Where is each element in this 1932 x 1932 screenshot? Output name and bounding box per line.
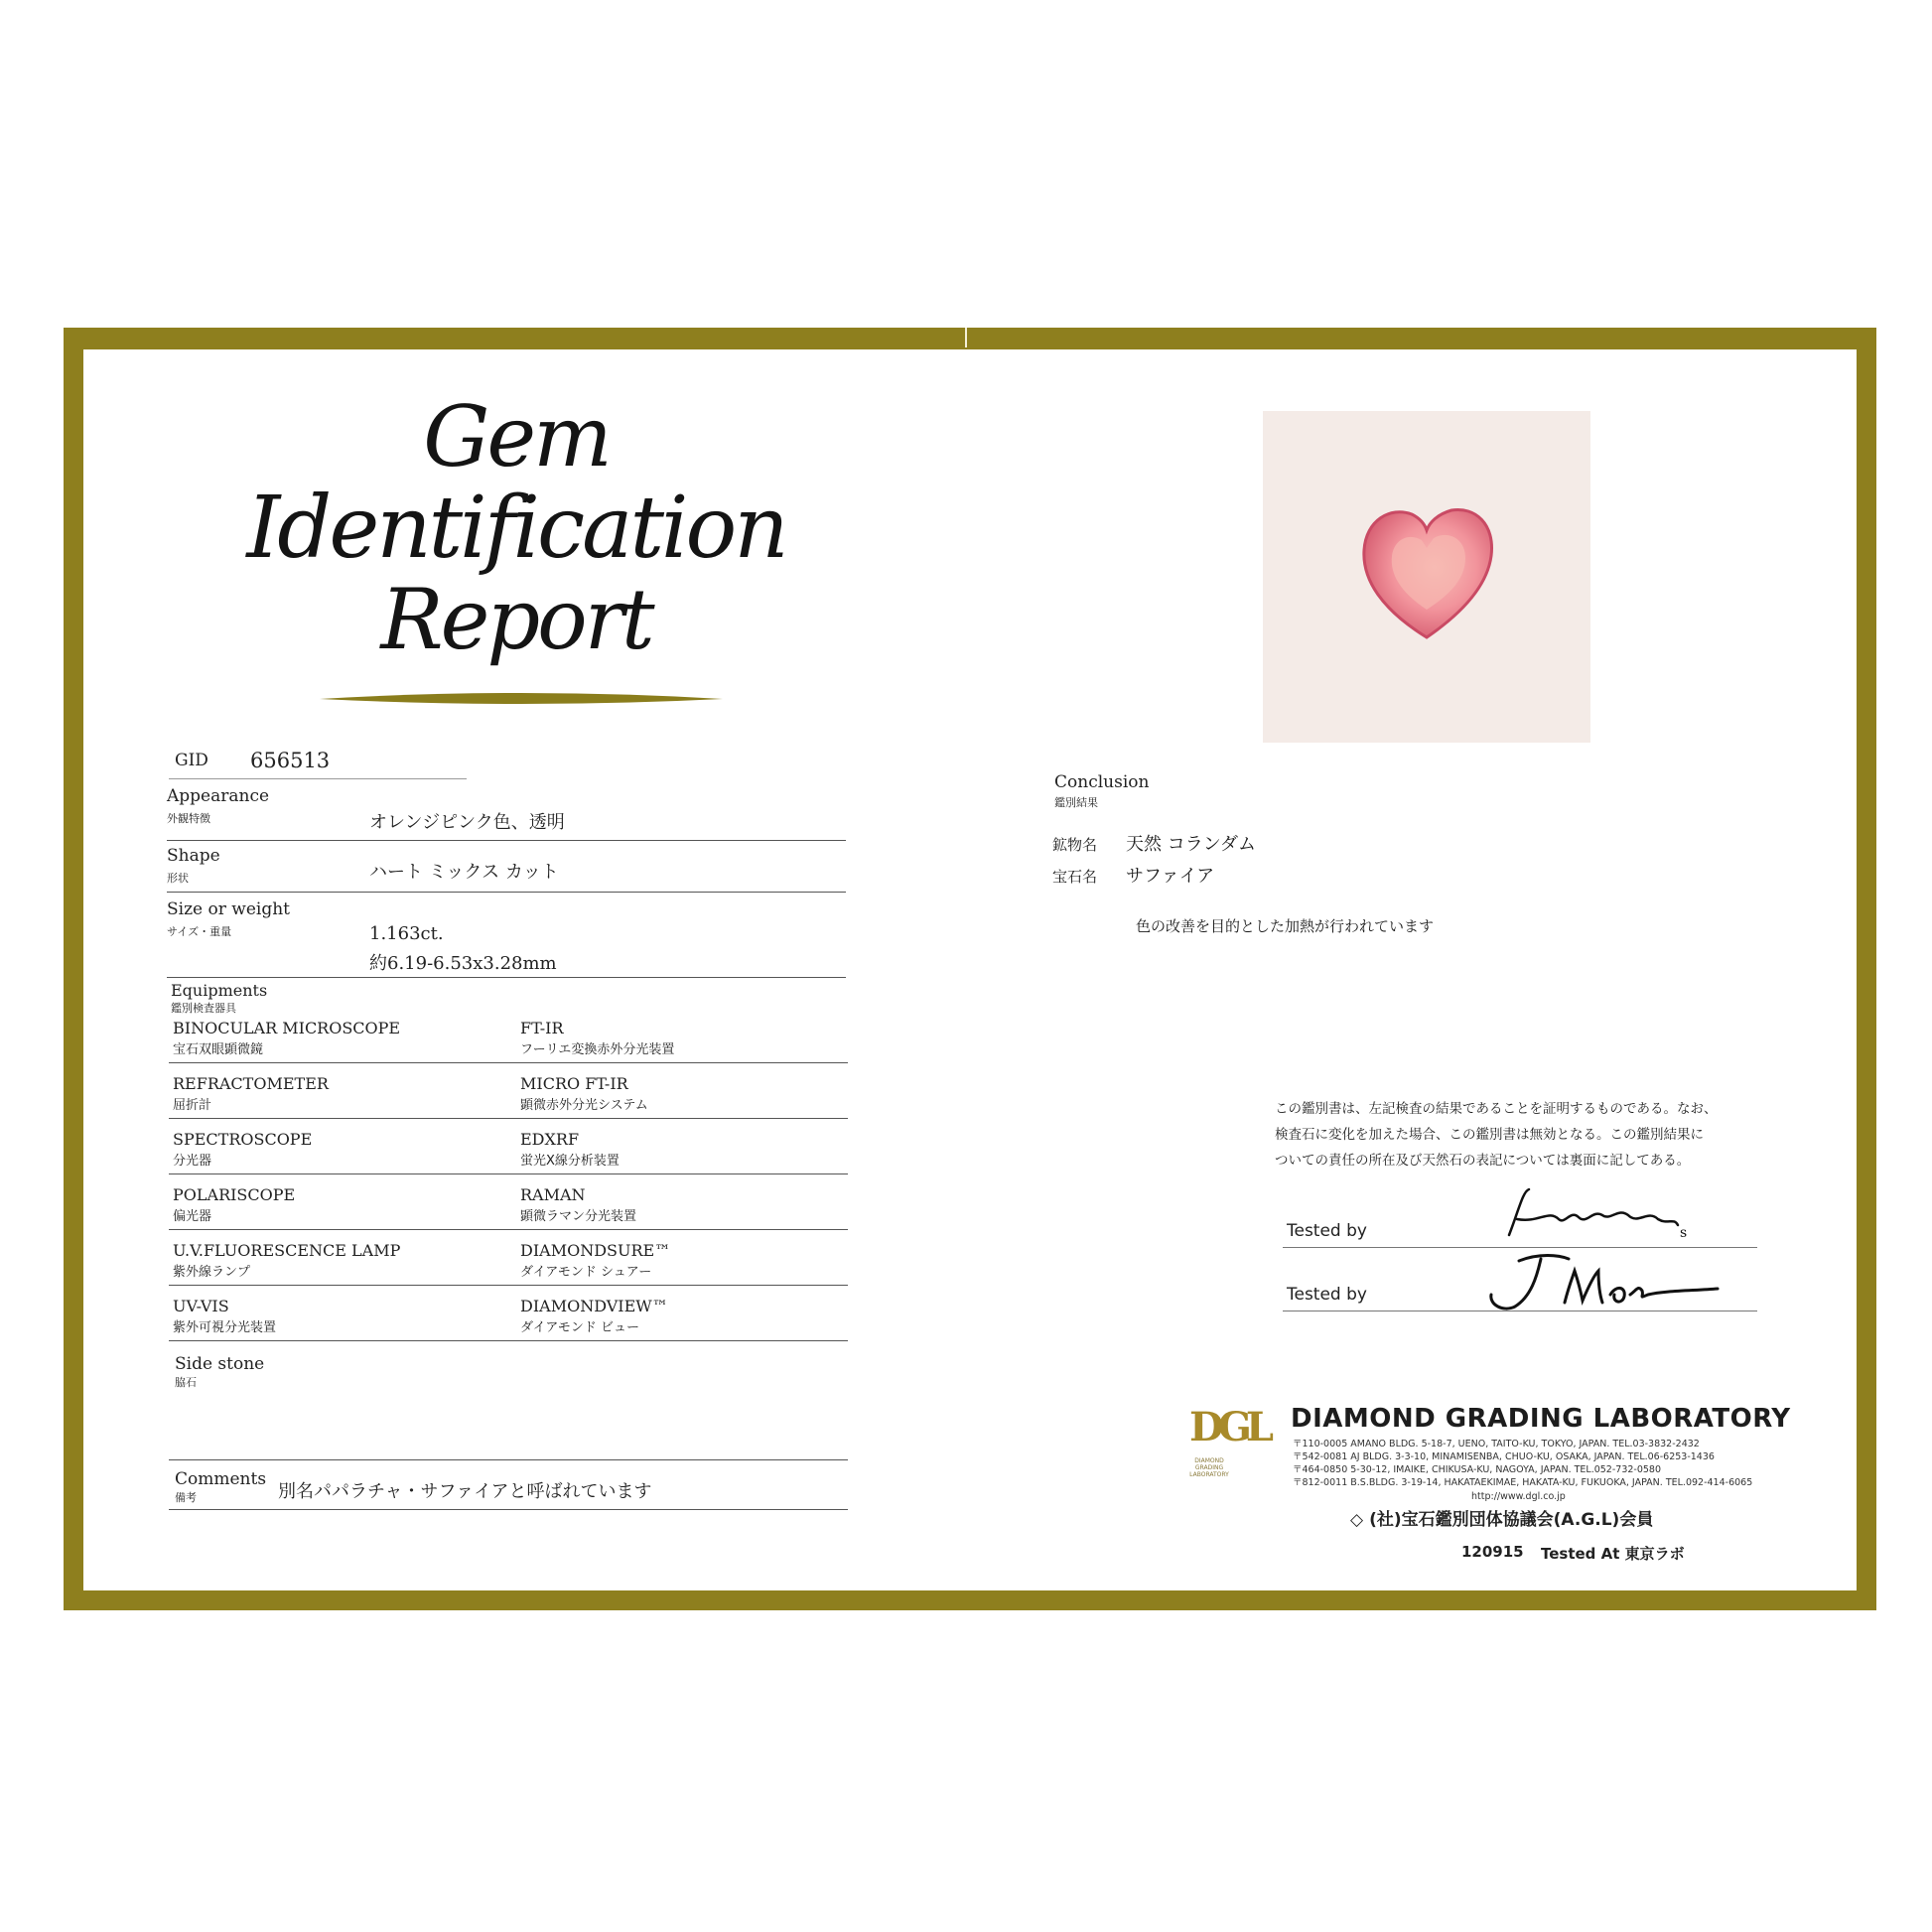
gid-label: GID [175,751,208,770]
title-swoosh [318,689,725,709]
disclaimer-line3: ついての責任の所在及び天然石の表記については裏面に記してある。 [1275,1153,1691,1169]
equipment-left-jp: 紫外可視分光装置 [173,1320,277,1335]
equipment-left-jp: 宝石双眼顕微鏡 [173,1042,264,1057]
fold-mark [965,328,967,347]
comments-value: 別名パパラチャ・サファイアと呼ばれています [278,1481,652,1502]
conclusion-label: Conclusion [1054,772,1150,792]
size-rule [167,977,846,978]
equipment-left-en: POLARISCOPE [173,1185,296,1204]
agl-icon: ◇ [1350,1510,1364,1530]
tested-by-label-2: Tested by [1287,1285,1367,1305]
dgl-logo-mark: DGL [1189,1404,1268,1450]
mineral-label: 鉱物名 [1052,836,1098,854]
tested-by-label-1: Tested by [1287,1221,1367,1241]
equipment-right-jp: ダイアモンド ビュー [520,1320,639,1335]
signature-2 [1479,1247,1727,1316]
tested-at: Tested At 東京ラボ [1541,1545,1685,1563]
shape-label: Shape [167,846,220,866]
report-title-line2: Identification [246,479,786,578]
equipments-label: Equipments [171,981,268,1000]
equipment-right-en: MICRO FT-IR [520,1074,628,1093]
equipment-row-rule [169,1340,848,1341]
treatment-note: 色の改善を目的とした加熱が行われています [1136,917,1435,935]
shape-label-jp: 形状 [167,872,189,885]
equipment-row-rule [169,1229,848,1230]
appearance-label-jp: 外観特徴 [167,812,210,825]
equipment-right-jp: 顕微ラマン分光装置 [520,1209,637,1224]
equipment-left-en: BINOCULAR MICROSCOPE [173,1019,401,1037]
equipment-left-en: REFRACTOMETER [173,1074,329,1093]
equipment-right-jp: 顕微赤外分光システム [520,1098,648,1113]
comments-rule [169,1509,848,1510]
shape-rule [167,892,846,893]
heart-gem-image [1263,411,1590,743]
disclaimer-line2: 検査石に変化を加えた場合、この鑑別書は無効となる。この鑑別結果に [1275,1127,1704,1143]
equipment-right-en: DIAMONDVIEW™ [520,1297,668,1315]
side-stone-label-jp: 脇石 [175,1376,197,1389]
equipments-label-jp: 鑑別検査器具 [171,1002,236,1015]
report-code: 120915 [1461,1543,1524,1561]
appearance-value: オレンジピンク色、透明 [369,812,565,833]
equipment-left-jp: 偏光器 [173,1209,212,1224]
conclusion-label-jp: 鑑別結果 [1054,796,1098,809]
size-weight: 1.163ct. [369,923,444,944]
equipment-right-en: DIAMONDSURE™ [520,1241,671,1260]
shape-value: ハート ミックス カット [369,862,559,883]
equipment-right-en: FT-IR [520,1019,564,1037]
lab-name: DIAMOND GRADING LABORATORY [1291,1404,1791,1434]
lab-address-1: 〒110-0005 AMANO BLDG. 5-18-7, UENO, TAITO-KU, TOKYO, JAPAN. TEL.03-3832-2432 [1293,1439,1700,1449]
equipment-left-jp: 分光器 [173,1154,212,1169]
size-label-jp: サイズ・重量 [167,925,232,938]
equipment-left-jp: 紫外線ランプ [173,1265,251,1280]
signature-1 [1499,1179,1698,1249]
report-title-line1: Gem [423,388,610,485]
equipment-row-rule [169,1173,848,1174]
gem-name-value: サファイア [1126,866,1215,887]
equipment-left-jp: 屈折計 [173,1098,212,1113]
equipment-row-rule [169,1285,848,1286]
gem-name-label: 宝石名 [1052,868,1098,886]
equipment-right-jp: 蛍光X線分析装置 [520,1154,620,1169]
svg-text:s: s [1680,1225,1688,1241]
dgl-logo [1179,1404,1269,1493]
dgl-logo-sub3: LABORATORY [1189,1471,1229,1478]
gid-value: 656513 [250,749,331,772]
equipment-right-en: RAMAN [520,1185,586,1204]
comments-label: Comments [175,1469,267,1489]
comments-label-jp: 備考 [175,1491,197,1504]
report-title-line3: Report [380,571,652,668]
appearance-rule [167,840,846,841]
gid-rule [169,778,467,779]
dgl-logo-sub2: GRADING [1194,1464,1224,1471]
appearance-label: Appearance [167,786,270,806]
equipment-left-en: U.V.FLUORESCENCE LAMP [173,1241,401,1260]
agl-member: (社)宝石鑑別団体協議会(A.G.L)会員 [1369,1510,1654,1530]
size-label: Size or weight [167,899,290,919]
equipment-left-en: UV-VIS [173,1297,229,1315]
equipment-right-en: EDXRF [520,1130,580,1149]
lab-address-3: 〒464-0850 5-30-12, IMAIKE, CHIKUSA-KU, NAGOYA, JAPAN. TEL.052-732-0580 [1293,1464,1662,1475]
lab-address-2: 〒542-0081 AJ BLDG. 3-3-10, MINAMISENBA, CHUO-KU, OSAKA, JAPAN. TEL.06-6253-1436 [1293,1451,1715,1462]
lab-url: http://www.dgl.co.jp [1471,1491,1566,1502]
mineral-value: 天然 コランダム [1126,834,1257,855]
equipment-row-rule [169,1062,848,1063]
gem-photo [1263,411,1590,743]
side-stone-rule [169,1459,848,1460]
equipment-left-en: SPECTROSCOPE [173,1130,313,1149]
equipment-right-jp: ダイアモンド シュアー [520,1265,652,1280]
equipment-row-rule [169,1118,848,1119]
dgl-logo-sub1: DIAMOND [1194,1457,1224,1464]
disclaimer-line1: この鑑別書は、左記検査の結果であることを証明するものである。なお、 [1275,1101,1718,1117]
side-stone-label: Side stone [175,1354,265,1374]
lab-address-4: 〒812-0011 B.S.BLDG. 3-19-14, HAKATAEKIMAE, HAKATA-KU, FUKUOKA, JAPAN. TEL.092-414-6065 [1293,1477,1753,1488]
size-dimensions: 約6.19-6.53x3.28mm [369,953,557,974]
equipment-right-jp: フーリエ変換赤外分光装置 [520,1042,675,1057]
